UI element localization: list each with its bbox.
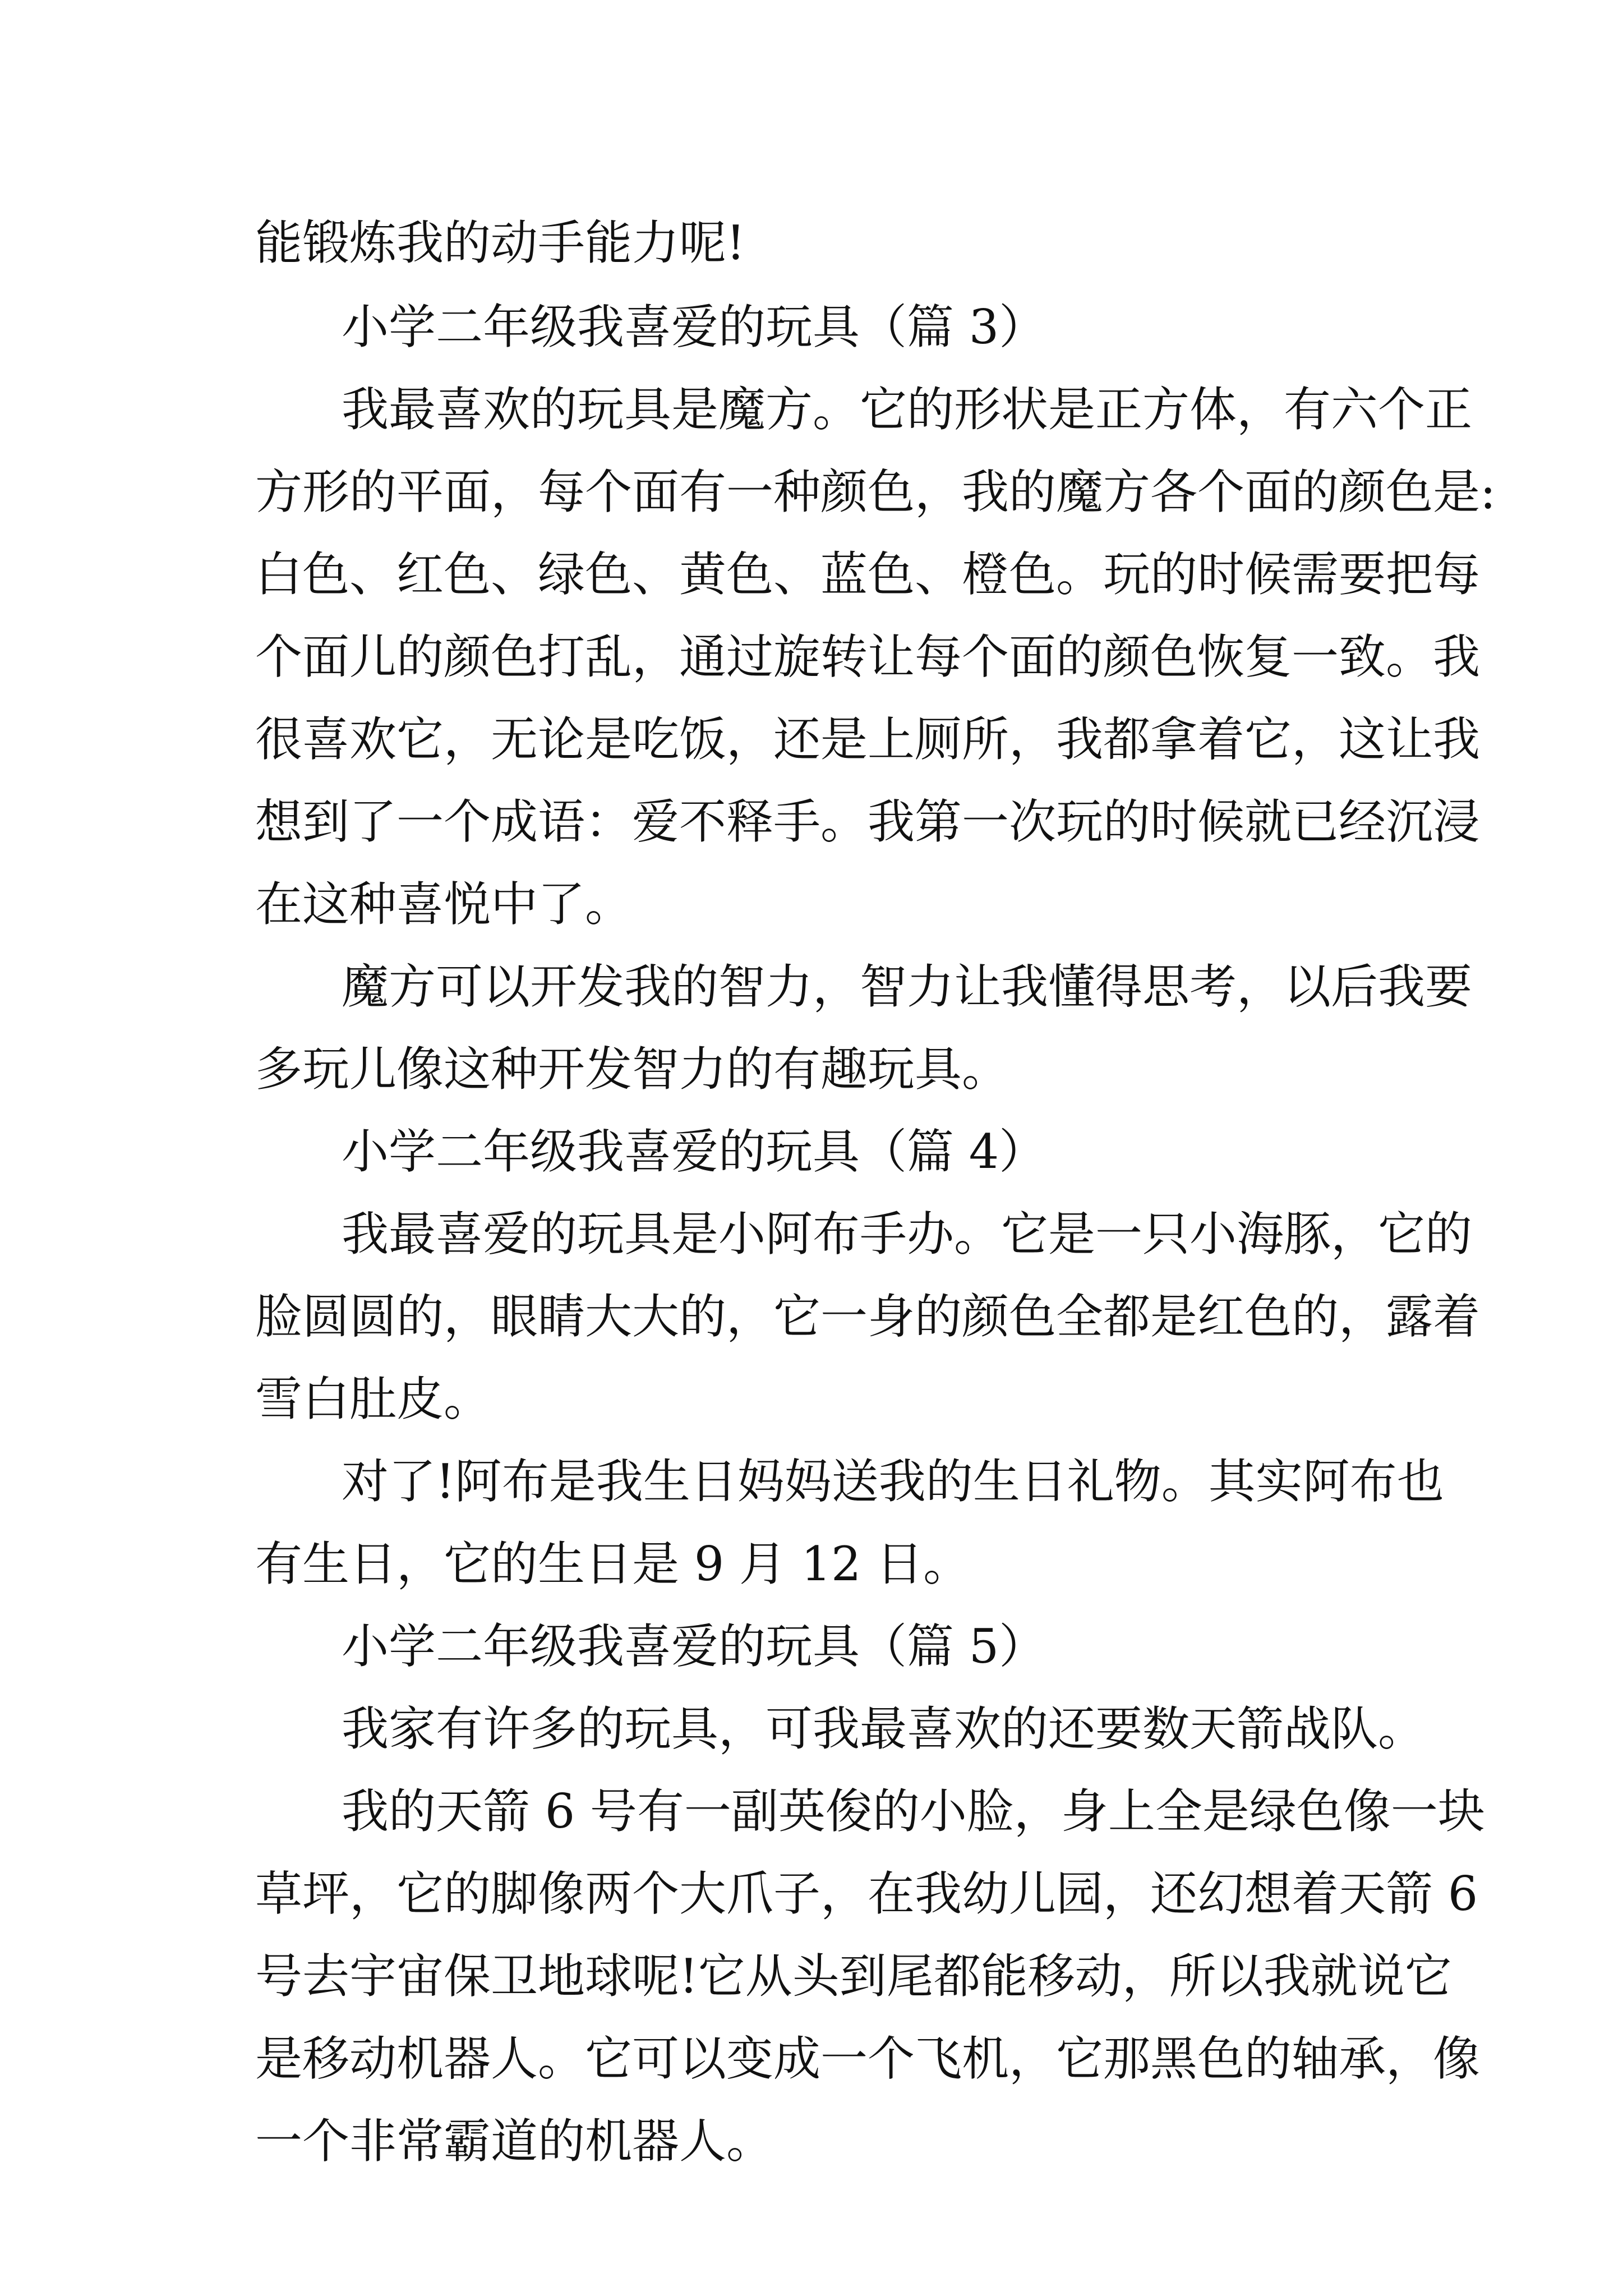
- paragraph-line: 脸圆圆的，眼睛大大的，它一身的颜色全都是红色的，露着: [255, 1289, 1481, 1344]
- paragraph-line: 想到了一个成语：爱不释手。我第一次玩的时候就已经沉浸: [255, 794, 1481, 849]
- paragraph-line: 我最喜欢的玩具是魔方。它的形状是正方体，有六个正: [342, 382, 1473, 437]
- paragraph-line: 白色、红色、绿色、黄色、蓝色、橙色。玩的时候需要把每: [255, 547, 1481, 602]
- paragraph-line: 一个非常霸道的机器人。: [255, 2114, 774, 2169]
- paragraph-line: 很喜欢它，无论是吃饭，还是上厕所，我都拿着它，这让我: [255, 712, 1481, 767]
- section-heading: 小学二年级我喜爱的玩具（篇 3）: [342, 300, 1046, 355]
- paragraph-line: 能锻炼我的动手能力呢!: [255, 215, 745, 270]
- paragraph-line: 魔方可以开发我的智力，智力让我懂得思考，以后我要: [342, 959, 1473, 1014]
- section-heading: 小学二年级我喜爱的玩具（篇 4）: [342, 1124, 1046, 1179]
- paragraph-line: 是移动机器人。它可以变成一个飞机，它那黑色的轴承，像: [255, 2031, 1481, 2086]
- paragraph-line: 个面儿的颜色打乱，通过旋转让每个面的颜色恢复一致。我: [255, 629, 1481, 684]
- paragraph-line: 我家有许多的玩具，可我最喜欢的还要数天箭战队。: [342, 1701, 1426, 1756]
- paragraph-line: 号去宇宙保卫地球呢!它从头到尾都能移动，所以我就说它: [255, 1949, 1452, 2004]
- paragraph-line: 在这种喜悦中了。: [255, 877, 633, 932]
- section-heading: 小学二年级我喜爱的玩具（篇 5）: [342, 1619, 1046, 1674]
- paragraph-line: 我的天箭 6 号有一副英俊的小脸，身上全是绿色像一块: [342, 1784, 1485, 1839]
- paragraph-line: 多玩儿像这种开发智力的有趣玩具。: [255, 1042, 1009, 1097]
- paragraph-line: 雪白肚皮。: [255, 1372, 491, 1427]
- paragraph-line: 草坪，它的脚像两个大爪子，在我幼儿园，还幻想着天箭 6: [255, 1866, 1478, 1921]
- paragraph-line: 方形的平面，每个面有一种颜色，我的魔方各个面的颜色是:: [255, 464, 1496, 519]
- paragraph-line: 我最喜爱的玩具是小阿布手办。它是一只小海豚，它的: [342, 1207, 1473, 1262]
- paragraph-line: 对了!阿布是我生日妈妈送我的生日礼物。其实阿布也: [342, 1454, 1444, 1509]
- paragraph-line: 有生日，它的生日是 9 月 12 日。: [255, 1536, 971, 1591]
